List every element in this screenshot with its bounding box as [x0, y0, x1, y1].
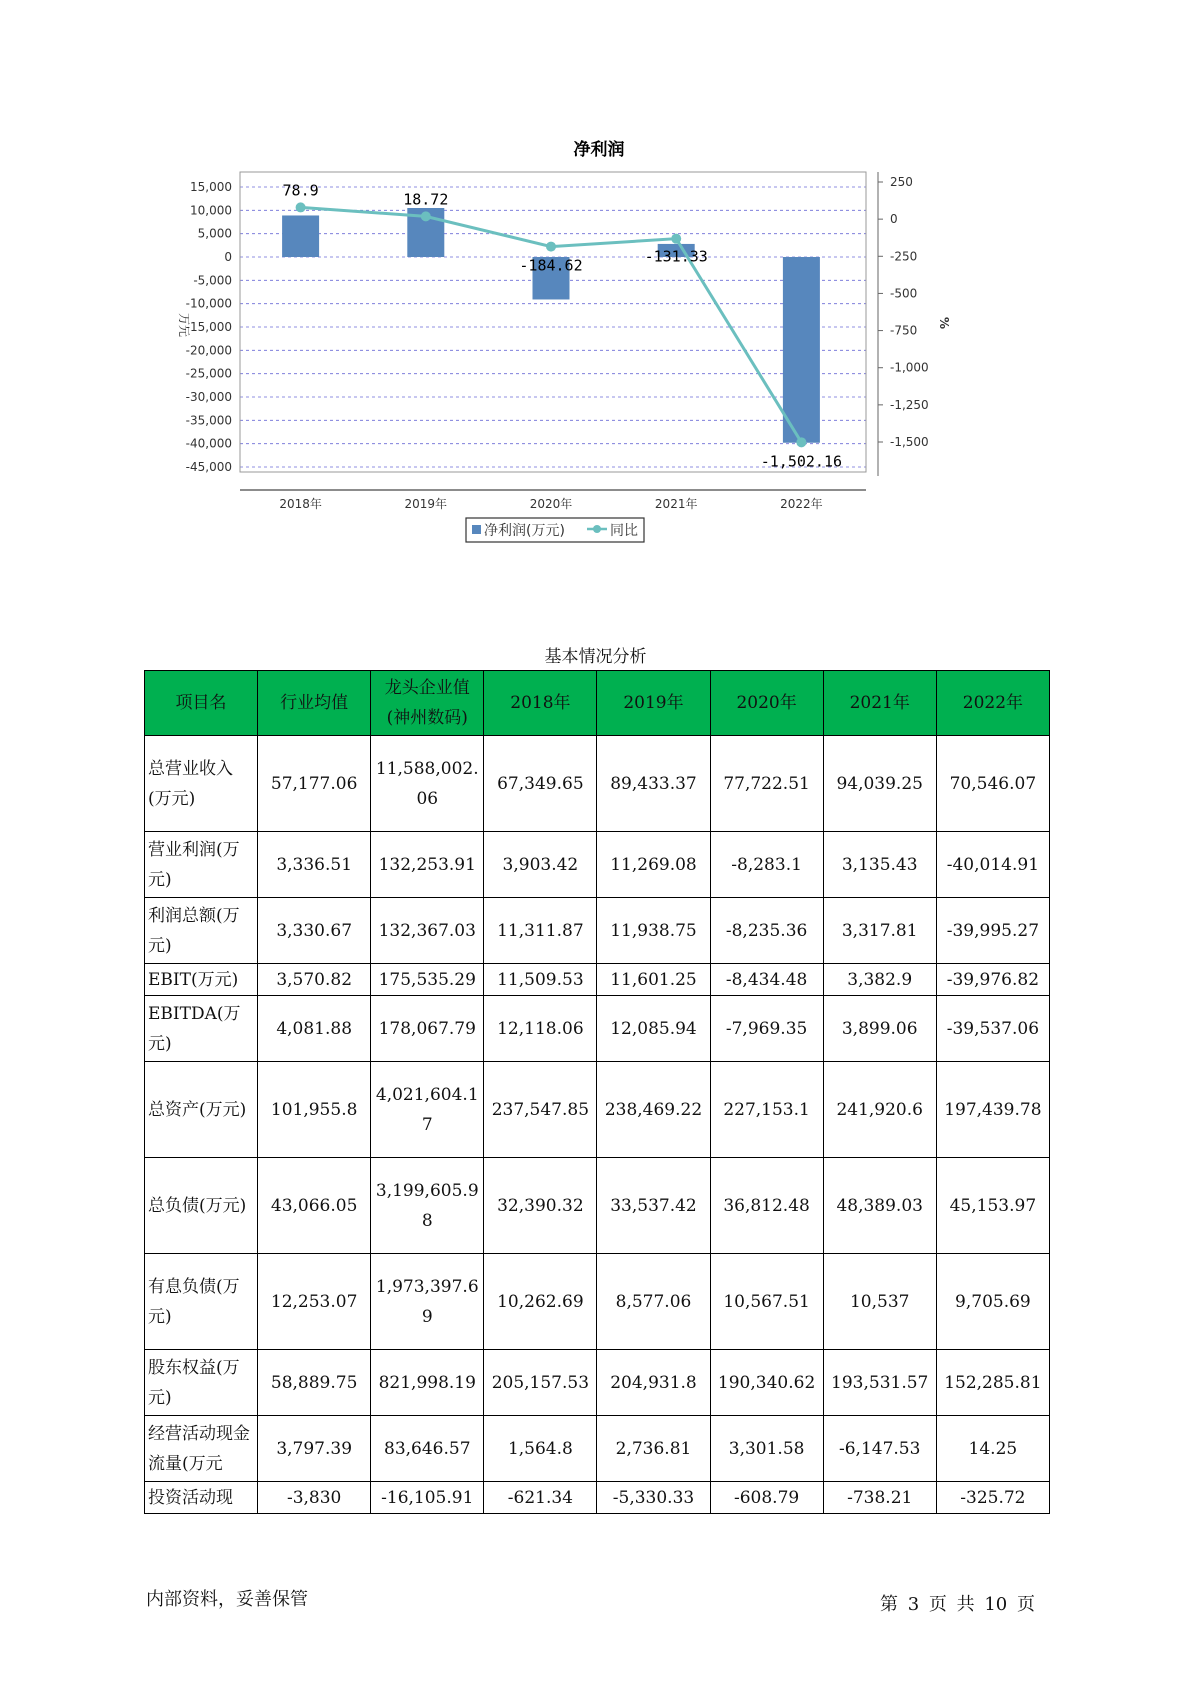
x-tick-label: 2018年	[279, 497, 322, 511]
table-cell: 14.25	[936, 1416, 1049, 1482]
table-cell: 10,567.51	[710, 1254, 823, 1350]
header-cell: 项目名	[145, 671, 258, 736]
table-cell: 1,564.8	[484, 1416, 597, 1482]
y-tick-label: -40,000	[185, 436, 232, 451]
header-cell: 2021年	[823, 671, 936, 736]
table-cell: 11,588,002.06	[371, 736, 484, 832]
yoy-point	[421, 211, 431, 221]
legend-bar-label: 净利润(万元)	[484, 523, 565, 539]
table-cell: 3,336.51	[258, 832, 371, 898]
table-cell: -39,995.27	[936, 898, 1049, 964]
table-cell: 241,920.6	[823, 1062, 936, 1158]
table-cell: 178,067.79	[371, 996, 484, 1062]
table-cell: 132,253.91	[371, 832, 484, 898]
table-cell: 12,085.94	[597, 996, 710, 1062]
table-row	[145, 964, 1050, 996]
table-cell: 3,135.43	[823, 832, 936, 898]
x-axis-ticks	[279, 496, 822, 511]
table-cell: -16,105.91	[371, 1482, 484, 1514]
table-row	[145, 1254, 1050, 1350]
legend-bar-swatch	[472, 525, 481, 534]
table-cell: -39,976.82	[936, 964, 1049, 996]
row-name-cell: 有息负债(万元)	[145, 1254, 258, 1350]
yoy-point	[546, 242, 556, 252]
table-cell: -39,537.06	[936, 996, 1049, 1062]
table-cell: 89,433.37	[597, 736, 710, 832]
y2-tick-label: 250	[890, 175, 913, 189]
table-row	[145, 1416, 1050, 1482]
bar-net-profit	[282, 215, 319, 257]
yoy-point	[796, 437, 806, 447]
table-title: 基本情况分析	[544, 647, 647, 667]
row-name-cell: 总资产(万元)	[145, 1062, 258, 1158]
table-row	[145, 1482, 1050, 1514]
table-cell: 175,535.29	[371, 964, 484, 996]
table-row	[145, 1158, 1050, 1254]
footer-confidential: 内部资料，妥善保管	[146, 1589, 308, 1610]
table-cell: -3,830	[258, 1482, 371, 1514]
net-profit-chart	[150, 130, 1050, 590]
table-cell: 1,973,397.69	[371, 1254, 484, 1350]
x-tick-label: 2021年	[654, 497, 698, 511]
y-tick-label: -35,000	[185, 413, 232, 428]
y-tick-label: 0	[224, 250, 232, 264]
y-tick-label: -25,000	[185, 366, 232, 381]
yoy-data-label: -184.62	[519, 256, 583, 275]
table-cell: -738.21	[823, 1482, 936, 1514]
table-row	[145, 898, 1050, 964]
table-cell: 190,340.62	[710, 1350, 823, 1416]
table-header-row	[145, 671, 1050, 736]
table-cell: 2,736.81	[597, 1416, 710, 1482]
row-name-cell: 总营业收入(万元)	[145, 736, 258, 832]
table-cell: 3,382.9	[823, 964, 936, 996]
table-cell: 3,199,605.98	[371, 1158, 484, 1254]
chart-legend	[466, 518, 644, 542]
footer-page-number: 第 3 页 共 10 页	[880, 1594, 1035, 1615]
y2-tick-label: -500	[890, 286, 918, 301]
table-cell: 70,546.07	[936, 736, 1049, 832]
y-tick-label: -20,000	[185, 343, 232, 358]
table-cell: 205,157.53	[484, 1350, 597, 1416]
yoy-data-label: -1,502.16	[760, 452, 843, 471]
table-cell: 11,311.87	[484, 898, 597, 964]
row-name-cell: EBIT(万元)	[145, 964, 258, 996]
y2-tick-label: -1,500	[890, 435, 929, 449]
y-tick-label: -10,000	[185, 296, 232, 311]
table-cell: 10,537	[823, 1254, 936, 1350]
table-cell: -40,014.91	[936, 832, 1049, 898]
header-cell: 2020年	[710, 671, 823, 736]
chart-grid	[240, 187, 866, 467]
table-cell: 12,118.06	[484, 996, 597, 1062]
table-cell: -8,283.1	[710, 832, 823, 898]
table-cell: 821,998.19	[371, 1350, 484, 1416]
header-cell: 行业均值	[258, 671, 371, 736]
y2-tick-label: 0	[890, 212, 898, 227]
y-tick-label: -30,000	[185, 390, 232, 404]
table-cell: 67,349.65	[484, 736, 597, 832]
table-row	[145, 736, 1050, 832]
header-cell: 2019年	[597, 671, 710, 736]
table-cell: 48,389.03	[823, 1158, 936, 1254]
row-name-cell: 总负债(万元)	[145, 1158, 258, 1254]
table-row	[145, 832, 1050, 898]
y-tick-label: -5,000	[193, 273, 232, 288]
table-cell: 4,081.88	[258, 996, 371, 1062]
table-cell: 152,285.81	[936, 1350, 1049, 1416]
bar-net-profit	[783, 257, 820, 443]
y2-tick-label: -1,000	[890, 360, 929, 375]
header-cell: 2022年	[936, 671, 1049, 736]
table-cell: 11,269.08	[597, 832, 710, 898]
y-axis-label: 万元	[177, 312, 191, 338]
table-cell: 32,390.32	[484, 1158, 597, 1254]
table-cell: 11,601.25	[597, 964, 710, 996]
table-cell: 101,955.8	[258, 1062, 371, 1158]
table-row	[145, 996, 1050, 1062]
line-series	[283, 181, 843, 470]
table-cell: 10,262.69	[484, 1254, 597, 1350]
table-cell: 58,889.75	[258, 1350, 371, 1416]
table-cell: 193,531.57	[823, 1350, 936, 1416]
legend-line-marker	[593, 525, 601, 533]
y2-tick-label: -750	[890, 323, 918, 338]
y-tick-label: -45,000	[185, 460, 232, 474]
yoy-data-label: -131.33	[644, 247, 708, 266]
table-cell: 11,938.75	[597, 898, 710, 964]
y-tick-label: -15,000	[185, 320, 232, 334]
table-cell: -608.79	[710, 1482, 823, 1514]
plot-frame	[240, 172, 866, 472]
chart-title: 净利润	[573, 140, 625, 160]
legend-line-label: 同比	[610, 523, 638, 539]
table-cell: -7,969.35	[710, 996, 823, 1062]
table-cell: -621.34	[484, 1482, 597, 1514]
y-axis-ticks	[186, 180, 232, 474]
x-tick-label: 2019年	[404, 497, 448, 511]
table-cell: 12,253.07	[258, 1254, 371, 1350]
table-cell: 238,469.22	[597, 1062, 710, 1158]
table-cell: 197,439.78	[936, 1062, 1049, 1158]
row-name-cell: EBITDA(万元)	[145, 996, 258, 1062]
y-tick-label: 5,000	[197, 226, 232, 241]
y2-tick-label: -1,250	[890, 397, 929, 412]
table-cell: 9,705.69	[936, 1254, 1049, 1350]
y2-axis-ticks	[878, 175, 929, 449]
row-name-cell: 营业利润(万元)	[145, 832, 258, 898]
yoy-data-label: 18.72	[403, 190, 449, 209]
header-cell: 2018年	[484, 671, 597, 736]
table-cell: -325.72	[936, 1482, 1049, 1514]
x-tick-label: 2022年	[780, 497, 823, 511]
yoy-data-label: 78.9	[282, 181, 319, 200]
table-cell: -8,235.36	[710, 898, 823, 964]
table-row	[145, 1062, 1050, 1158]
y-tick-label: 10,000	[190, 203, 232, 218]
row-name-cell: 股东权益(万元)	[145, 1350, 258, 1416]
table-cell: 33,537.42	[597, 1158, 710, 1254]
table-cell: 11,509.53	[484, 964, 597, 996]
table-cell: -6,147.53	[823, 1416, 936, 1482]
table-cell: 77,722.51	[710, 736, 823, 832]
table-cell: 45,153.97	[936, 1158, 1049, 1254]
table-cell: 3,317.81	[823, 898, 936, 964]
table-cell: -5,330.33	[597, 1482, 710, 1514]
basic-analysis-table	[144, 670, 1050, 1514]
table-cell: 4,021,604.17	[371, 1062, 484, 1158]
table-row	[145, 1350, 1050, 1416]
row-name-cell: 投资活动现	[145, 1482, 258, 1514]
table-cell: 36,812.48	[710, 1158, 823, 1254]
table-cell: 8,577.06	[597, 1254, 710, 1350]
table-cell: 204,931.8	[597, 1350, 710, 1416]
table-cell: 237,547.85	[484, 1062, 597, 1158]
table-cell: 3,330.67	[258, 898, 371, 964]
y2-tick-label: -250	[890, 249, 918, 264]
table-cell: 132,367.03	[371, 898, 484, 964]
table-cell: 94,039.25	[823, 736, 936, 832]
row-name-cell: 利润总额(万元)	[145, 898, 258, 964]
table-cell: 227,153.1	[710, 1062, 823, 1158]
table-cell: 3,797.39	[258, 1416, 371, 1482]
table-cell: 43,066.05	[258, 1158, 371, 1254]
row-name-cell: 经营活动现金流量(万元	[145, 1416, 258, 1482]
table-cell: 3,301.58	[710, 1416, 823, 1482]
yoy-point	[671, 234, 681, 244]
table-cell: 3,570.82	[258, 964, 371, 996]
table-cell: 57,177.06	[258, 736, 371, 832]
table-cell: 3,899.06	[823, 996, 936, 1062]
header-cell: 龙头企业值(神州数码)	[371, 671, 484, 736]
table-cell: 83,646.57	[371, 1416, 484, 1482]
table-cell: -8,434.48	[710, 964, 823, 996]
table-cell: 3,903.42	[484, 832, 597, 898]
yoy-point	[296, 202, 306, 212]
y-tick-label: 15,000	[190, 180, 232, 194]
x-tick-label: 2020年	[529, 497, 573, 511]
y2-axis-label: %	[937, 316, 951, 330]
